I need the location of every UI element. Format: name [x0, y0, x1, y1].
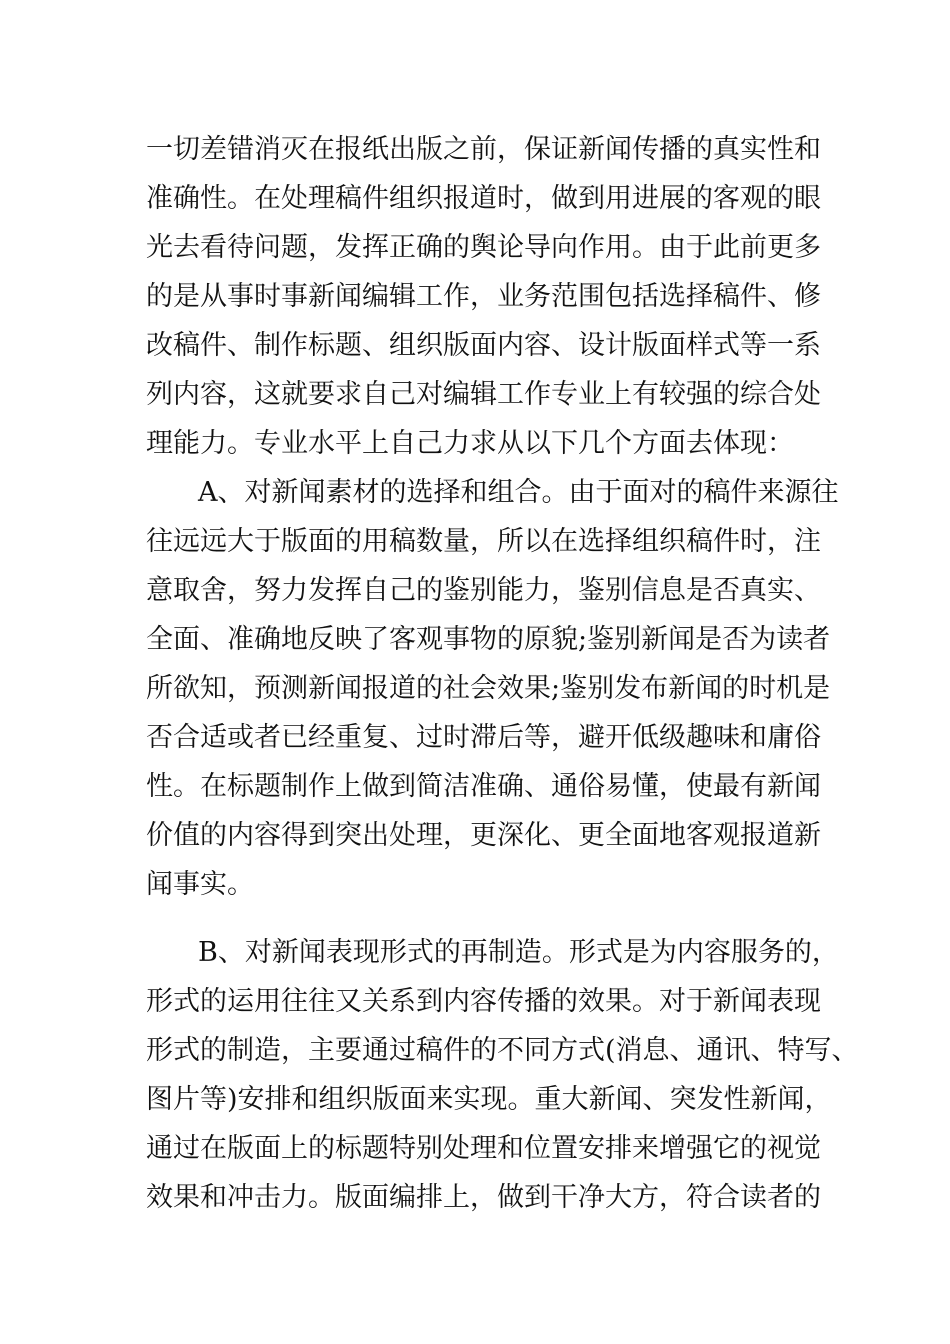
paragraph-spacer [146, 909, 846, 928]
text-line: 效果和冲击力。版面编排上，做到干净大方，符合读者的 [146, 1182, 821, 1213]
text-line: 形式的运用往往又关系到内容传播的效果。对于新闻表现 [146, 986, 821, 1017]
text-line: 光去看待问题，发挥正确的舆论导向作用。由于此前更多 [146, 232, 821, 263]
text-line: 列内容，这就要求自己对编辑工作专业上有较强的综合处 [146, 379, 821, 410]
text-line: 图片等)安排和组织版面来实现。重大新闻、突发性新闻， [146, 1084, 832, 1115]
text-line: 的是从事时事新闻编辑工作，业务范围包括选择稿件、修 [146, 281, 821, 312]
paragraph-2 [146, 468, 846, 909]
text-line: 形式的制造，主要通过稿件的不同方式(消息、通讯、特写、 [146, 1035, 859, 1066]
text-line: 性。在标题制作上做到简洁准确、通俗易懂，使最有新闻 [146, 771, 821, 802]
text-line: A、对新闻素材的选择和组合。由于面对的稿件来源往 [198, 477, 839, 508]
text-line: 意取舍，努力发挥自己的鉴别能力，鉴别信息是否真实、 [146, 575, 821, 606]
text-line: 理能力。专业水平上自己力求从以下几个方面去体现： [146, 428, 794, 459]
paragraph-1 [146, 125, 846, 468]
document-body [146, 125, 859, 1222]
text-line: 一切差错消灭在报纸出版之前，保证新闻传播的真实性和 [146, 134, 821, 165]
text-line: 价值的内容得到突出处理，更深化、更全面地客观报道新 [146, 820, 821, 851]
paragraph-3 [146, 928, 859, 1222]
text-line: B、对新闻表现形式的再制造。形式是为内容服务的， [198, 937, 839, 968]
text-line: 全面、准确地反映了客观事物的原貌;鉴别新闻是否为读者 [146, 624, 831, 655]
text-line: 往远远大于版面的用稿数量，所以在选择组织稿件时，注 [146, 526, 821, 557]
text-line: 通过在版面上的标题特别处理和位置安排来增强它的视觉 [146, 1133, 821, 1164]
text-line: 所欲知，预测新闻报道的社会效果;鉴别发布新闻的时机是 [146, 673, 831, 704]
text-line: 闻事实。 [146, 869, 254, 900]
text-line: 否合适或者已经重复、过时滞后等，避开低级趣味和庸俗 [146, 722, 821, 753]
text-line: 准确性。在处理稿件组织报道时，做到用进展的客观的眼 [146, 183, 821, 214]
text-line: 改稿件、制作标题、组织版面内容、设计版面样式等一系 [146, 330, 821, 361]
